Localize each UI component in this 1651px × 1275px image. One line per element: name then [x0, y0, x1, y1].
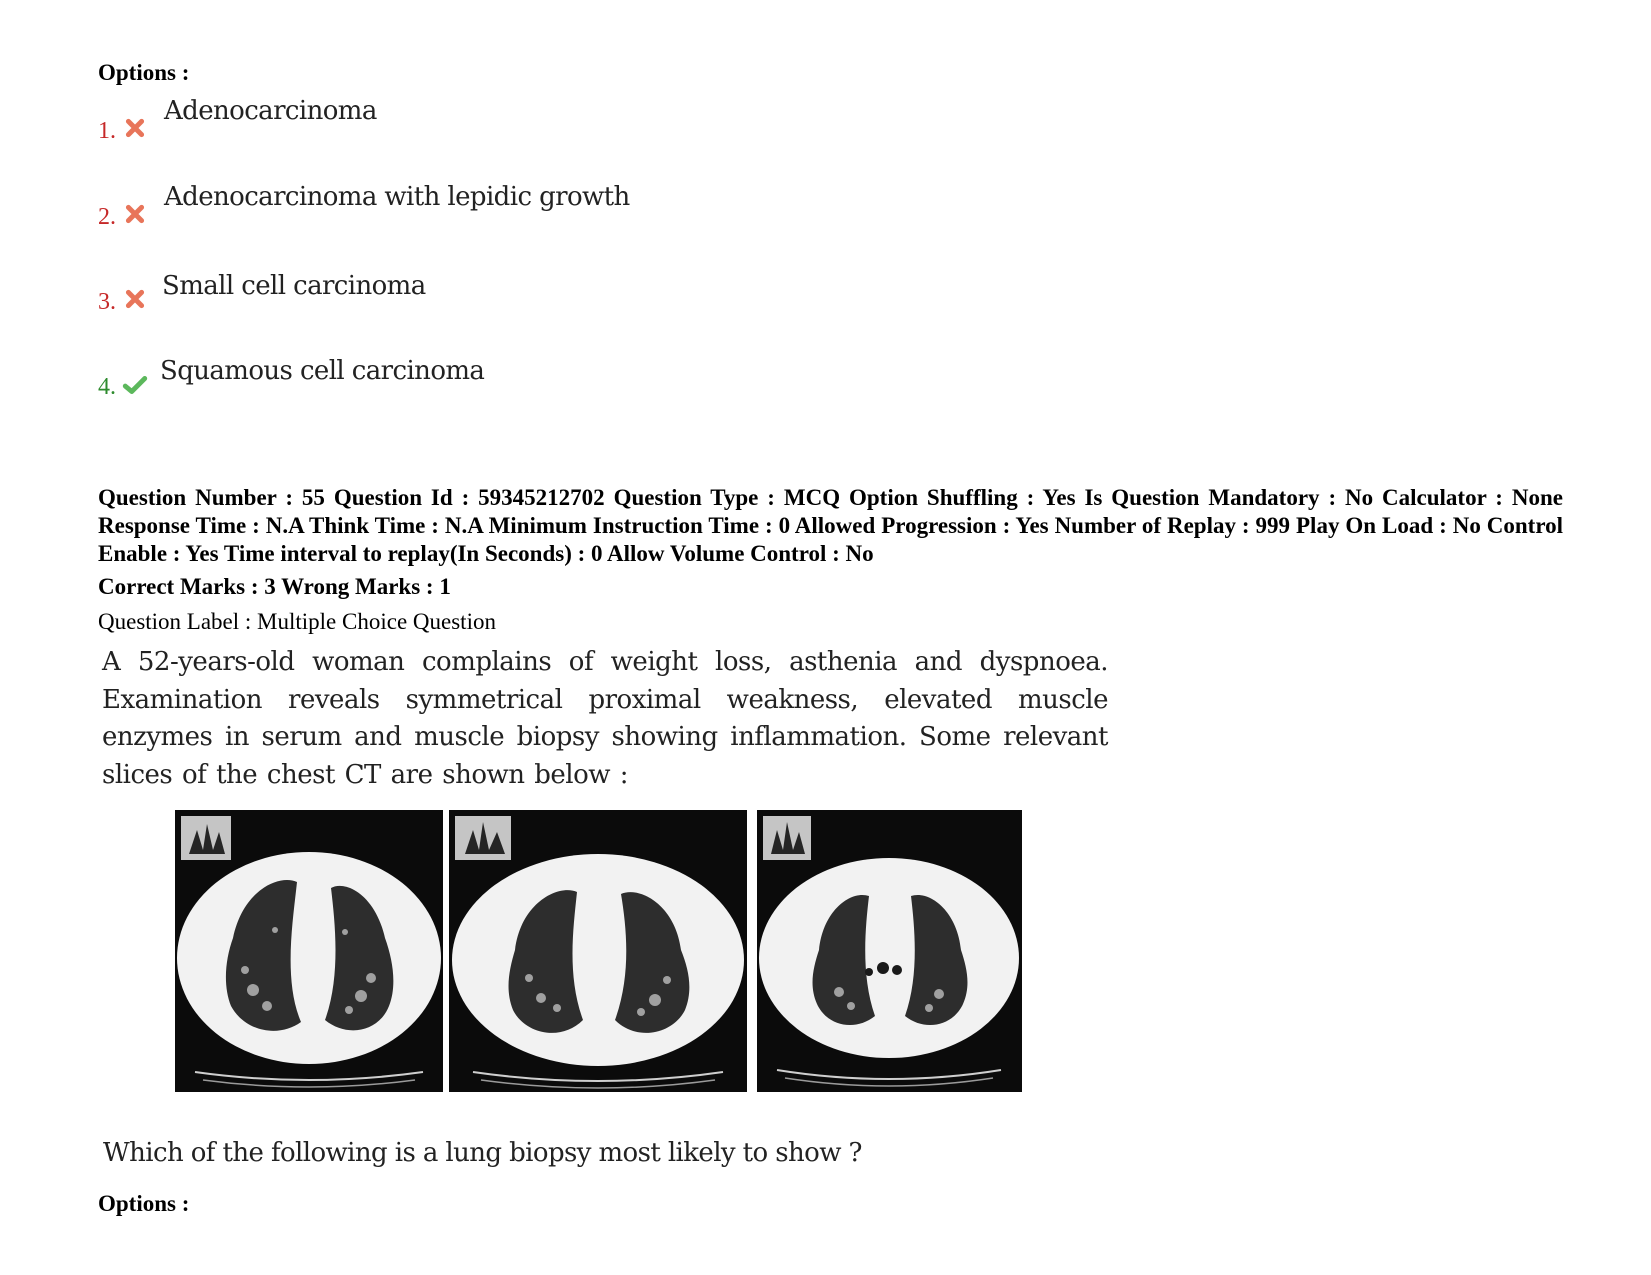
option-number: 4.: [98, 374, 116, 400]
ct-slice-upper: [175, 810, 443, 1092]
question-type: Question Type : MCQ: [613, 485, 849, 510]
calculator: Calculator : None: [1382, 485, 1563, 510]
number-of-replay: Number of Replay : 999: [1054, 513, 1296, 538]
options-heading: Options :: [98, 1191, 190, 1216]
control-enable: Control Enable : Yes: [98, 513, 1564, 566]
option-text: Adenocarcinoma with lepidic growth: [164, 182, 630, 212]
minimum-instruction-time: Minimum Instruction Time : 0: [488, 513, 795, 538]
marks-line: Correct Marks : 3 Wrong Marks : 1: [98, 574, 451, 599]
option-number: 2.: [98, 204, 116, 230]
ct-slice-lower: [757, 810, 1022, 1092]
question-prompt: Which of the following is a lung biopsy most likely to show ?: [103, 1138, 862, 1168]
ct-slice-middle: [449, 810, 747, 1092]
cross-icon: [124, 288, 146, 310]
option-number: 1.: [98, 118, 116, 144]
option-number: 3.: [98, 289, 116, 315]
question-mandatory: Is Question Mandatory : No: [1084, 485, 1383, 510]
cross-icon: [124, 203, 146, 225]
question-label: Question Label : Multiple Choice Question: [98, 609, 496, 634]
option-shuffling: Option Shuffling : Yes: [849, 485, 1085, 510]
allowed-progression: Allowed Progression : Yes: [794, 513, 1055, 538]
cross-icon: [124, 117, 146, 139]
question-stem: A 52-years-old woman complains of weight loss, asthenia and dyspnoea. Examination reveals symmetrical proximal weakness, elevated muscle enzymes in serum and muscle biopsy showing inflammation. Some relevant slices of the chest CT are shown below :: [102, 647, 1108, 790]
think-time: Think Time : N.A: [309, 513, 489, 538]
question-number: Question Number : 55: [98, 485, 334, 510]
response-time: Response Time : N.A: [98, 513, 310, 538]
replay-interval: Time interval to replay(In Seconds) : 0: [223, 541, 608, 566]
options-heading: Options :: [98, 60, 190, 85]
question-metadata: [98, 484, 1563, 568]
option-text: Adenocarcinoma: [164, 96, 377, 126]
option-text: Squamous cell carcinoma: [160, 356, 485, 386]
option-text: Small cell carcinoma: [162, 271, 426, 301]
volume-control: Allow Volume Control : No: [607, 541, 874, 566]
check-icon: [122, 374, 148, 396]
play-on-load: Play On Load : No: [1296, 513, 1487, 538]
question-id: Question Id : 59345212702: [333, 485, 614, 510]
